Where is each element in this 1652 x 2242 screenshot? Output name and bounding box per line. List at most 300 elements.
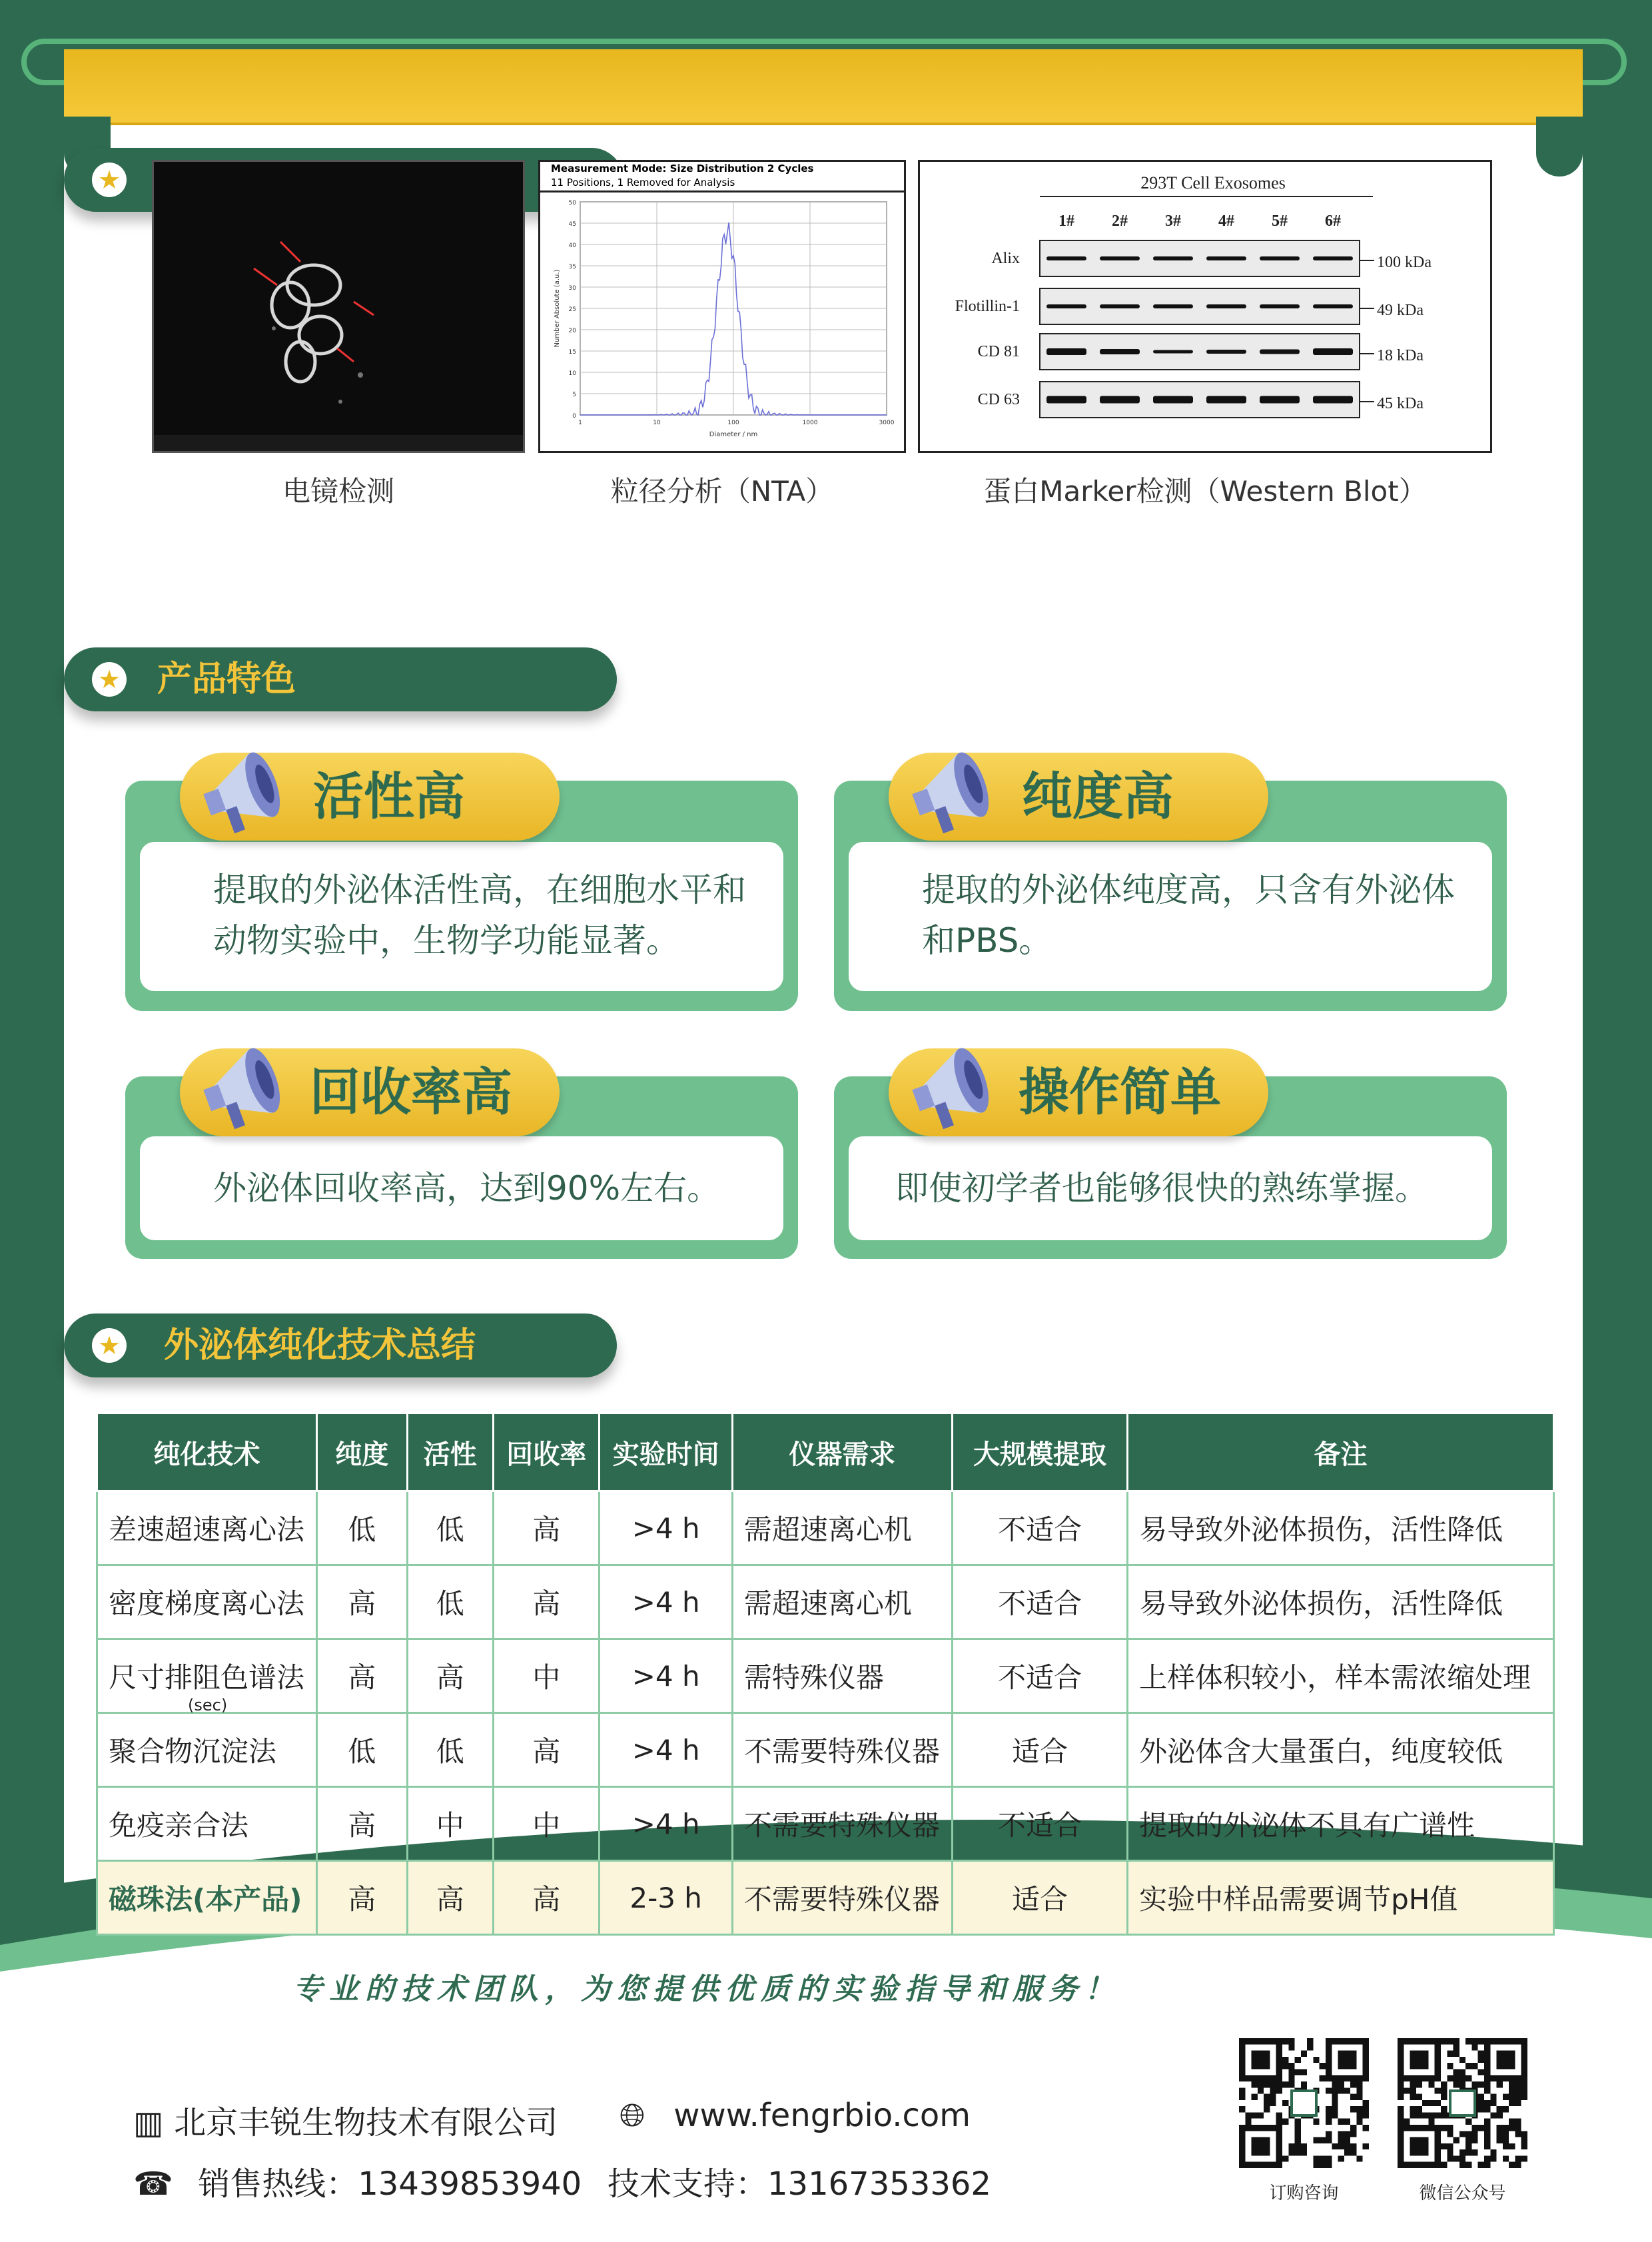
qr-module xyxy=(1313,2119,1319,2125)
feature-tag-label: 纯度高 xyxy=(1022,767,1174,826)
qr-module xyxy=(1497,2106,1503,2112)
table-header: 实验时间 xyxy=(600,1413,733,1491)
wb-protein-label: Flotillin-1 xyxy=(955,298,1020,315)
qr-module xyxy=(1264,2094,1270,2100)
star-icon: ★ xyxy=(92,1328,127,1363)
em-image xyxy=(152,160,525,453)
qr-module xyxy=(1404,2119,1410,2125)
table-header-row xyxy=(97,1413,1554,1491)
qr-module xyxy=(1459,2162,1465,2168)
wb-membrane xyxy=(1040,240,1360,276)
qr-module xyxy=(1484,2100,1490,2106)
qr-module xyxy=(1288,2038,1294,2044)
qr-module xyxy=(1276,2119,1282,2125)
qr-module xyxy=(1307,2038,1313,2044)
qr-module xyxy=(1295,2057,1301,2063)
wb-lane-label: 5# xyxy=(1272,212,1288,230)
qr-module xyxy=(1313,2057,1319,2063)
qr-module xyxy=(1497,2112,1503,2118)
qr-module xyxy=(1441,2106,1447,2112)
nta-caption: 粒径分析（NTA） xyxy=(610,475,834,508)
qr-module xyxy=(1356,2112,1362,2118)
qr-module xyxy=(1270,2081,1276,2087)
qr-module xyxy=(1453,2081,1459,2087)
qr-module xyxy=(1441,2038,1447,2044)
wb-band xyxy=(1313,348,1353,355)
qr-module xyxy=(1338,2137,1344,2143)
table-cell-text: 尺寸排阻色谱法 xyxy=(109,1661,305,1694)
qr-module xyxy=(1521,2155,1527,2161)
em-caption: 电镜检测 xyxy=(282,475,394,508)
qr-module xyxy=(1264,2081,1270,2087)
qr-module xyxy=(1509,2100,1515,2106)
table-cell: 聚合物沉淀法 xyxy=(97,1713,317,1787)
qr-module xyxy=(1350,2125,1356,2131)
table-cell: 不适合 xyxy=(952,1639,1127,1713)
qr-module xyxy=(1398,2119,1404,2125)
table-cell: 实验中样品需要调节pH值 xyxy=(1128,1861,1554,1935)
qr-module xyxy=(1264,2106,1270,2112)
qr-module xyxy=(1332,2100,1338,2106)
qr-module xyxy=(1338,2155,1344,2161)
wb-band xyxy=(1046,304,1086,308)
nta-ytick: 15 xyxy=(568,349,576,356)
qr-module xyxy=(1356,2106,1362,2112)
nta-ytick: 0 xyxy=(572,413,576,420)
qr-finder-center xyxy=(1252,2051,1270,2069)
qr-module xyxy=(1497,2131,1503,2137)
wb-band xyxy=(1046,348,1086,355)
building-icon: ▥ xyxy=(133,2104,164,2141)
qr-module xyxy=(1350,2081,1356,2087)
sales-hotline: 销售热线：13439853940 xyxy=(198,2165,582,2203)
table-cell: 高 xyxy=(316,1787,407,1861)
qr-module xyxy=(1509,2125,1515,2131)
table-cell: 中 xyxy=(494,1639,600,1713)
qr-module xyxy=(1515,2131,1521,2137)
qr-module xyxy=(1282,2119,1288,2125)
wb-band xyxy=(1260,350,1300,354)
qr-finder-center xyxy=(1410,2051,1429,2069)
qr-module xyxy=(1515,2162,1521,2168)
wb-band xyxy=(1313,396,1353,404)
qr-module xyxy=(1459,2155,1465,2161)
qr-module xyxy=(1515,2087,1521,2093)
wb-band xyxy=(1100,256,1140,260)
qr-module xyxy=(1239,2094,1245,2100)
qr-module xyxy=(1282,2057,1288,2063)
qr-module xyxy=(1478,2106,1484,2112)
wb-band xyxy=(1206,256,1246,260)
table-cell xyxy=(97,1639,317,1713)
qr-module xyxy=(1509,2094,1515,2100)
qr-module xyxy=(1288,2075,1294,2081)
table-cell: 适合 xyxy=(952,1861,1127,1935)
qr-module xyxy=(1441,2081,1447,2087)
qr-module xyxy=(1350,2094,1356,2100)
table-cell: 低 xyxy=(407,1565,494,1639)
qr-module xyxy=(1356,2094,1362,2100)
qr-module xyxy=(1276,2087,1282,2093)
qr-module xyxy=(1478,2162,1484,2168)
table-header: 活性 xyxy=(407,1413,494,1491)
qr-module xyxy=(1398,2112,1404,2118)
qr-module xyxy=(1521,2081,1527,2087)
qr-module xyxy=(1332,2112,1338,2118)
qr-module xyxy=(1441,2087,1447,2093)
qr-module xyxy=(1363,2143,1369,2149)
qr-module xyxy=(1295,2143,1301,2149)
qr-module xyxy=(1465,2143,1471,2149)
qr-module xyxy=(1350,2106,1356,2112)
qr-module xyxy=(1447,2051,1453,2057)
wb-band xyxy=(1100,396,1140,404)
qr-module xyxy=(1478,2125,1484,2131)
qr-module xyxy=(1453,2137,1459,2143)
qr-module xyxy=(1484,2137,1490,2143)
qr-module xyxy=(1428,2100,1434,2106)
qr-module xyxy=(1313,2155,1319,2161)
qr-module xyxy=(1301,2051,1307,2057)
qr-order-label: 订购咨询 xyxy=(1269,2183,1339,2203)
qr-module xyxy=(1270,2087,1276,2093)
qr-module xyxy=(1326,2112,1332,2118)
qr-module xyxy=(1288,2069,1294,2075)
banner-roll-right xyxy=(1536,117,1583,177)
qr-module xyxy=(1503,2131,1509,2137)
qr-module xyxy=(1490,2100,1496,2106)
qr-module xyxy=(1416,2094,1422,2100)
qr-module xyxy=(1288,2063,1294,2069)
qr-module xyxy=(1313,2162,1319,2168)
qr-module xyxy=(1447,2155,1453,2161)
table-cell: 不适合 xyxy=(952,1491,1127,1565)
qr-module xyxy=(1465,2075,1471,2081)
qr-module xyxy=(1252,2112,1258,2118)
table-cell: 不需要特殊仪器 xyxy=(732,1713,952,1787)
wb-band xyxy=(1153,396,1193,404)
qr-module xyxy=(1471,2149,1477,2155)
qr-module xyxy=(1428,2112,1434,2118)
table-cell: 高 xyxy=(316,1861,407,1935)
qr-module xyxy=(1521,2137,1527,2143)
qr-code-order xyxy=(1239,2038,1369,2168)
table-cell: 磁珠法(本产品) xyxy=(97,1861,317,1935)
wb-kda-label: 45 kDa xyxy=(1377,395,1424,412)
qr-module xyxy=(1465,2119,1471,2125)
website-link[interactable]: www.fengrbio.com xyxy=(673,2097,971,2134)
qr-module xyxy=(1471,2044,1477,2050)
qr-module xyxy=(1410,2106,1416,2112)
wb-band xyxy=(1046,256,1086,260)
qr-module xyxy=(1288,2149,1294,2155)
table-row xyxy=(97,1491,1554,1565)
qr-module xyxy=(1447,2063,1453,2069)
section-title: 产品特色 xyxy=(157,659,296,699)
wb-band xyxy=(1206,396,1246,404)
feature-tag-activity xyxy=(180,753,560,841)
globe-icon: 🌐︎ xyxy=(620,2097,645,2134)
table-cell: 高 xyxy=(316,1639,407,1713)
qr-module xyxy=(1295,2149,1301,2155)
wb-membrane xyxy=(1040,288,1360,324)
qr-module xyxy=(1326,2106,1332,2112)
wb-lane-label: 6# xyxy=(1325,212,1341,230)
qr-module xyxy=(1422,2112,1428,2118)
wb-band xyxy=(1260,396,1300,404)
qr-module xyxy=(1465,2149,1471,2155)
feature-tag-recovery xyxy=(180,1048,560,1136)
qr-module xyxy=(1509,2143,1515,2149)
qr-module xyxy=(1344,2131,1350,2137)
qr-module xyxy=(1313,2137,1319,2143)
qr-module xyxy=(1332,2143,1338,2149)
qr-module xyxy=(1350,2131,1356,2137)
company-line xyxy=(133,2097,558,2143)
qr-module xyxy=(1344,2087,1350,2093)
feature-card-text: 提取的外泌体纯度高，只含有外泌体和PBS。 xyxy=(922,871,1455,960)
wb-band xyxy=(1153,350,1193,354)
qr-module xyxy=(1282,2155,1288,2161)
qr-module xyxy=(1416,2112,1422,2118)
table-cell: 不适合 xyxy=(952,1787,1127,1861)
qr-module xyxy=(1435,2100,1441,2106)
qr-module xyxy=(1453,2044,1459,2050)
qr-module xyxy=(1459,2131,1465,2137)
phone-icon: ☎ xyxy=(133,2165,173,2203)
table-cell: 高 xyxy=(494,1861,600,1935)
table-cell: 高 xyxy=(494,1713,600,1787)
qr-module xyxy=(1301,2081,1307,2087)
qr-wechat-label: 微信公众号 xyxy=(1419,2183,1506,2203)
qr-module xyxy=(1459,2069,1465,2075)
table-cell: 低 xyxy=(407,1713,494,1787)
qr-module xyxy=(1497,2125,1503,2131)
table-cell: 适合 xyxy=(952,1713,1127,1787)
qr-module xyxy=(1270,2100,1276,2106)
qr-module xyxy=(1478,2038,1484,2044)
feature-tag-label: 回收率高 xyxy=(310,1062,512,1122)
qr-module xyxy=(1484,2125,1490,2131)
qr-module xyxy=(1332,2106,1338,2112)
qr-module xyxy=(1295,2069,1301,2075)
qr-module xyxy=(1363,2100,1369,2106)
qr-module xyxy=(1447,2149,1453,2155)
qr-module xyxy=(1447,2038,1453,2044)
qr-module xyxy=(1447,2143,1453,2149)
table-header: 纯度 xyxy=(316,1413,407,1491)
qr-module xyxy=(1441,2125,1447,2131)
table-row xyxy=(97,1565,1554,1639)
table-cell: >4 h xyxy=(600,1787,733,1861)
qr-module xyxy=(1252,2081,1258,2087)
sec-note: (sec) xyxy=(188,1696,228,1714)
table-row xyxy=(97,1639,1554,1713)
qr-module xyxy=(1356,2087,1362,2093)
qr-module xyxy=(1326,2119,1332,2125)
qr-module xyxy=(1435,2087,1441,2093)
qr-module xyxy=(1478,2081,1484,2087)
company-name: 北京丰锐生物技术有限公司 xyxy=(174,2104,558,2141)
table-cell: 差速超速离心法 xyxy=(97,1491,317,1565)
qr-module xyxy=(1478,2057,1484,2063)
table-cell: 低 xyxy=(316,1491,407,1565)
nta-ytick: 20 xyxy=(568,328,576,334)
qr-module xyxy=(1282,2100,1288,2106)
nta-ylabel: Number Absolute (a.u.) xyxy=(554,269,561,348)
qr-module xyxy=(1295,2119,1301,2125)
table-header: 纯化技术 xyxy=(97,1413,317,1491)
qr-finder-center xyxy=(1338,2051,1357,2069)
qr-module xyxy=(1398,2081,1404,2087)
qr-module xyxy=(1245,2112,1251,2118)
table-cell: 高 xyxy=(407,1861,494,1935)
qr-module xyxy=(1503,2155,1509,2161)
table-header: 大规模提取 xyxy=(952,1413,1127,1491)
table-cell: 易导致外泌体损伤，活性降低 xyxy=(1128,1565,1554,1639)
section-header-features xyxy=(64,647,617,711)
table-cell: 中 xyxy=(494,1787,600,1861)
qr-module xyxy=(1282,2063,1288,2069)
star-icon: ★ xyxy=(92,163,127,197)
table-cell: >4 h xyxy=(600,1491,733,1565)
qr-module xyxy=(1320,2162,1326,2168)
table-cell: >4 h xyxy=(600,1565,733,1639)
wb-membrane xyxy=(1040,334,1360,370)
qr-module xyxy=(1320,2075,1326,2081)
qr-module xyxy=(1509,2087,1515,2093)
qr-module xyxy=(1503,2125,1509,2131)
sales-line xyxy=(133,2158,582,2204)
wb-lane-label: 4# xyxy=(1218,212,1234,230)
qr-module xyxy=(1307,2044,1313,2050)
table-cell: 免疫亲合法 xyxy=(97,1787,317,1861)
qr-module xyxy=(1363,2125,1369,2131)
star-icon: ★ xyxy=(92,662,127,697)
wb-caption: 蛋白Marker检测（Western Blot） xyxy=(983,475,1427,508)
table-row xyxy=(97,1787,1554,1861)
nta-ytick: 5 xyxy=(572,392,576,398)
table-row xyxy=(97,1713,1554,1787)
nta-xtick: 10 xyxy=(653,420,661,426)
qr-module xyxy=(1515,2125,1521,2131)
qr-module xyxy=(1410,2112,1416,2118)
qr-module xyxy=(1288,2081,1294,2087)
qr-module xyxy=(1478,2051,1484,2057)
qr-module xyxy=(1447,2131,1453,2137)
qr-module xyxy=(1465,2137,1471,2143)
table-cell: 提取的外泌体不具有广谱性 xyxy=(1128,1787,1554,1861)
qr-module xyxy=(1398,2087,1404,2093)
qr-module xyxy=(1465,2162,1471,2168)
qr-module xyxy=(1282,2038,1288,2044)
section-header-summary xyxy=(64,1313,617,1377)
qr-module xyxy=(1332,2094,1338,2100)
qr-module xyxy=(1515,2155,1521,2161)
wb-protein-label: CD 81 xyxy=(977,343,1020,360)
megaphone-icon xyxy=(902,1028,1015,1142)
qr-module xyxy=(1465,2063,1471,2069)
qr-module xyxy=(1338,2081,1344,2087)
qr-module xyxy=(1282,2081,1288,2087)
qr-module xyxy=(1356,2155,1362,2161)
nta-ytick: 10 xyxy=(568,370,576,377)
qr-module xyxy=(1484,2143,1490,2149)
qr-module xyxy=(1428,2081,1434,2087)
qr-module xyxy=(1490,2149,1496,2155)
tech-support: 技术支持：13167353362 xyxy=(608,2165,991,2203)
qr-module xyxy=(1332,2087,1338,2093)
table-cell: 不适合 xyxy=(952,1565,1127,1639)
megaphone-icon xyxy=(193,733,306,846)
qr-module xyxy=(1484,2087,1490,2093)
feature-tag-easy xyxy=(889,1048,1268,1136)
nta-xtick: 3000 xyxy=(879,420,895,426)
qr-module xyxy=(1521,2143,1527,2149)
table-cell: 中 xyxy=(407,1787,494,1861)
nta-ytick: 40 xyxy=(568,242,576,249)
nta-xlabel: Diameter / nm xyxy=(709,431,758,438)
qr-module xyxy=(1453,2155,1459,2161)
wb-protein-label: Alix xyxy=(991,250,1020,267)
website-line[interactable] xyxy=(620,2097,971,2135)
nta-plot xyxy=(540,194,904,451)
qr-module xyxy=(1471,2038,1477,2044)
qr-module xyxy=(1301,2143,1307,2149)
qr-module xyxy=(1276,2081,1282,2087)
qr-module xyxy=(1484,2155,1490,2161)
qr-module xyxy=(1478,2069,1484,2075)
qr-module xyxy=(1245,2119,1251,2125)
table-cell: 需超速离心机 xyxy=(732,1491,952,1565)
top-banner xyxy=(64,49,1583,125)
qr-module xyxy=(1503,2137,1509,2143)
qr-module xyxy=(1338,2087,1344,2093)
table-cell: 不需要特殊仪器 xyxy=(732,1861,952,1935)
table-cell: 需特殊仪器 xyxy=(732,1639,952,1713)
nta-xtick: 1000 xyxy=(802,420,818,426)
wb-lane-label: 3# xyxy=(1165,212,1181,230)
qr-module xyxy=(1344,2137,1350,2143)
qr-module xyxy=(1416,2081,1422,2087)
qr-module xyxy=(1497,2081,1503,2087)
qr-module xyxy=(1295,2125,1301,2131)
qr-module xyxy=(1509,2119,1515,2125)
qr-module xyxy=(1428,2119,1434,2125)
support-line xyxy=(608,2158,991,2204)
qr-module xyxy=(1276,2112,1282,2118)
qr-module xyxy=(1363,2106,1369,2112)
qr-module xyxy=(1326,2087,1332,2093)
qr-module xyxy=(1490,2112,1496,2118)
qr-module xyxy=(1509,2162,1515,2168)
qr-module xyxy=(1509,2081,1515,2087)
table-cell: >4 h xyxy=(600,1713,733,1787)
qr-module xyxy=(1332,2081,1338,2087)
qr-module xyxy=(1478,2094,1484,2100)
qr-module xyxy=(1515,2119,1521,2125)
qr-module xyxy=(1398,2106,1404,2112)
qr-module xyxy=(1447,2075,1453,2081)
qr-module xyxy=(1435,2112,1441,2118)
qr-module xyxy=(1356,2081,1362,2087)
nta-xtick: 100 xyxy=(727,420,739,426)
qr-finder-center xyxy=(1497,2051,1515,2069)
qr-finder-center xyxy=(1410,2137,1429,2156)
wb-kda-label: 100 kDa xyxy=(1377,254,1432,271)
nta-ytick: 45 xyxy=(568,221,576,228)
qr-module xyxy=(1459,2149,1465,2155)
